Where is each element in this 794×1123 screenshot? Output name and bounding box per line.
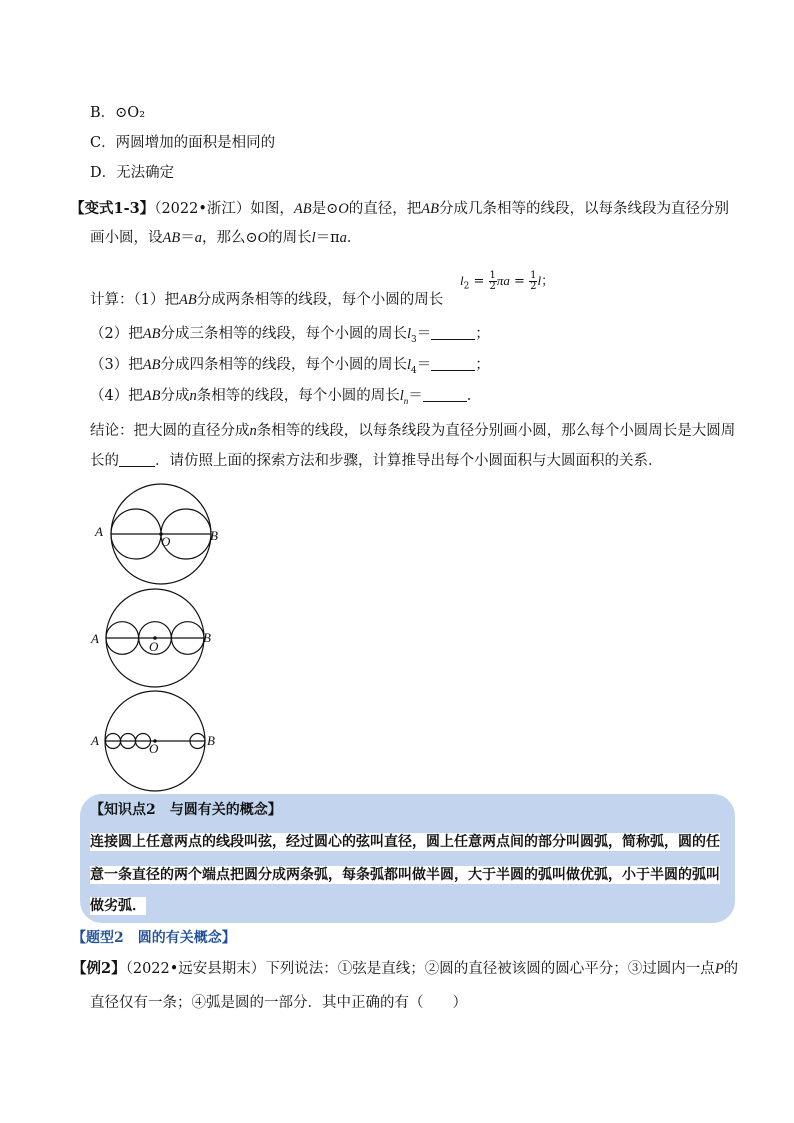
conclusion-line-1	[90, 421, 735, 441]
text: 分成四条相等的线段，每个小圆的周长	[160, 357, 407, 373]
text: 下列说法：①弦是直线；②圆的直径被该圆的圆心平分；③过圆内一点	[265, 961, 715, 977]
text: 条相等的线段，以每条线段为直径分别画小圆，那么每个小圆周长是大圆周	[256, 423, 736, 439]
var-l: l	[311, 230, 316, 246]
label-o: O	[161, 534, 171, 549]
text: ＝	[180, 230, 195, 246]
text: ．	[466, 388, 482, 404]
text: ＝	[416, 357, 432, 373]
text: ；	[475, 326, 490, 342]
formula-l2	[460, 270, 554, 292]
text: 意一条直径的两个端点把圆分成两条弧，每条弧都叫做半圆，大于半圆的弧叫做优弧，小于半圆的弧叫	[90, 867, 720, 883]
text: 分成几条相等的线段，以每条线段为直径分别	[439, 201, 729, 217]
knowledge-point-line-2	[90, 865, 730, 885]
example-source: （2022•远安县期末）	[125, 961, 266, 977]
label-o: O	[149, 639, 159, 654]
text: 分成三条相等的线段，每个小圆的周长	[160, 326, 407, 342]
text: 的周长	[268, 230, 312, 246]
text: ＝	[416, 326, 432, 342]
label-a: A	[91, 631, 99, 646]
formula-l: l	[537, 273, 542, 288]
frac-num: 1	[489, 270, 496, 281]
example-tag: 【例2】	[72, 960, 126, 977]
text: 是⊙	[311, 201, 339, 217]
text: 做劣弧．	[90, 898, 146, 914]
var-ab: AB	[421, 201, 439, 217]
label-b: B	[210, 528, 218, 543]
text: ，那么⊙	[201, 230, 258, 246]
var-l: l	[406, 326, 411, 342]
var-ab: AB	[142, 326, 161, 342]
var-ab: AB	[162, 230, 181, 246]
frac-den: 2	[530, 281, 537, 292]
sub: 4	[410, 365, 417, 376]
var-o: O	[257, 230, 269, 246]
text: 的	[723, 961, 739, 977]
frac-den: 2	[489, 281, 496, 292]
text: ；	[475, 357, 490, 373]
knowledge-point-title: 【知识点2 与圆有关的概念】	[90, 802, 282, 818]
text: （2）把	[90, 326, 143, 342]
label-o: O	[149, 741, 159, 756]
text: 结论：把大圆的直径分成	[90, 423, 250, 439]
var-ab: AB	[142, 357, 161, 373]
calc-4	[90, 386, 481, 411]
variant-line-2	[90, 228, 361, 248]
text: （4）把	[90, 388, 143, 404]
calc-2	[90, 324, 490, 350]
var-ab: AB	[178, 292, 197, 308]
answer-blank[interactable]	[119, 452, 155, 467]
knowledge-point-line-3	[90, 896, 730, 916]
text: （3）把	[90, 357, 143, 373]
calc-3	[90, 355, 490, 381]
example-line-2: 直径仅有一条；④弧是圆的一部分．其中正确的有（ ）	[90, 995, 467, 1011]
conclusion-line-2	[90, 451, 663, 471]
figure-n-circles	[90, 690, 230, 794]
var-l: l	[399, 388, 404, 404]
text: ＝π	[315, 230, 340, 246]
formula-eq: =	[469, 274, 489, 289]
example-line-1	[72, 959, 738, 979]
option-d: D．无法确定	[90, 165, 175, 181]
var-ab: AB	[293, 201, 312, 217]
formula-l: l	[460, 273, 464, 288]
answer-blank[interactable]	[423, 387, 467, 402]
text: 如图，	[250, 201, 294, 217]
question-type-title: 【题型2 圆的有关概念】	[72, 930, 236, 946]
var-o: O	[338, 201, 349, 217]
var-a: a	[339, 230, 347, 246]
answer-blank[interactable]	[431, 325, 475, 340]
text: 长的	[90, 453, 119, 469]
frac-num: 1	[530, 270, 537, 281]
formula-tail: ；	[541, 274, 555, 289]
sub: n	[403, 395, 409, 406]
text: 的直径，把	[348, 201, 422, 217]
knowledge-point-line-1	[90, 832, 730, 852]
label-a: A	[91, 733, 99, 748]
label-a: A	[95, 524, 103, 539]
option-b: B．⊙O₂	[90, 105, 146, 121]
text: 画小圆，设	[90, 230, 163, 246]
text: 分成两条相等的线段，每个小圆的周长	[196, 292, 444, 308]
var-p: P	[714, 961, 724, 977]
text: 连接圆上任意两点的线段叫弦，经过圆心的弦叫直径，圆上任意两点间的部分叫圆弧，简称弧，圆的任	[90, 834, 720, 850]
var-ab: AB	[142, 388, 161, 404]
formula-eq: =	[509, 274, 530, 289]
figure-three-circles	[90, 586, 230, 690]
text: 条相等的线段，每个小圆的周长	[196, 388, 400, 404]
calc-1	[90, 290, 443, 310]
text: ＝	[408, 388, 423, 404]
variant-line-1	[70, 199, 729, 219]
var-a: a	[194, 230, 202, 246]
formula-half	[489, 271, 497, 292]
var-l: l	[406, 357, 411, 373]
text: ．	[346, 230, 362, 246]
formula-sub: 2	[463, 281, 470, 292]
var-n: n	[249, 423, 257, 439]
label-b: B	[203, 630, 211, 645]
label-b: B	[207, 733, 215, 748]
text: 分成	[160, 388, 190, 404]
text: ．请仿照上面的探索方法和步骤，计算推导出每个小圆面积与大圆面积的关系．	[155, 453, 663, 469]
figure-two-circles	[90, 482, 230, 586]
text: 计算：（1）把	[90, 292, 179, 308]
answer-blank[interactable]	[431, 356, 475, 371]
formula-pia: πa	[496, 273, 510, 288]
option-c: C．两圆增加的面积是相同的	[90, 135, 276, 151]
var-n: n	[189, 388, 197, 404]
sub: 3	[410, 334, 417, 345]
variant-tag: 【变式1-3】	[70, 200, 155, 217]
variant-source: （2022•浙江）	[154, 201, 251, 217]
